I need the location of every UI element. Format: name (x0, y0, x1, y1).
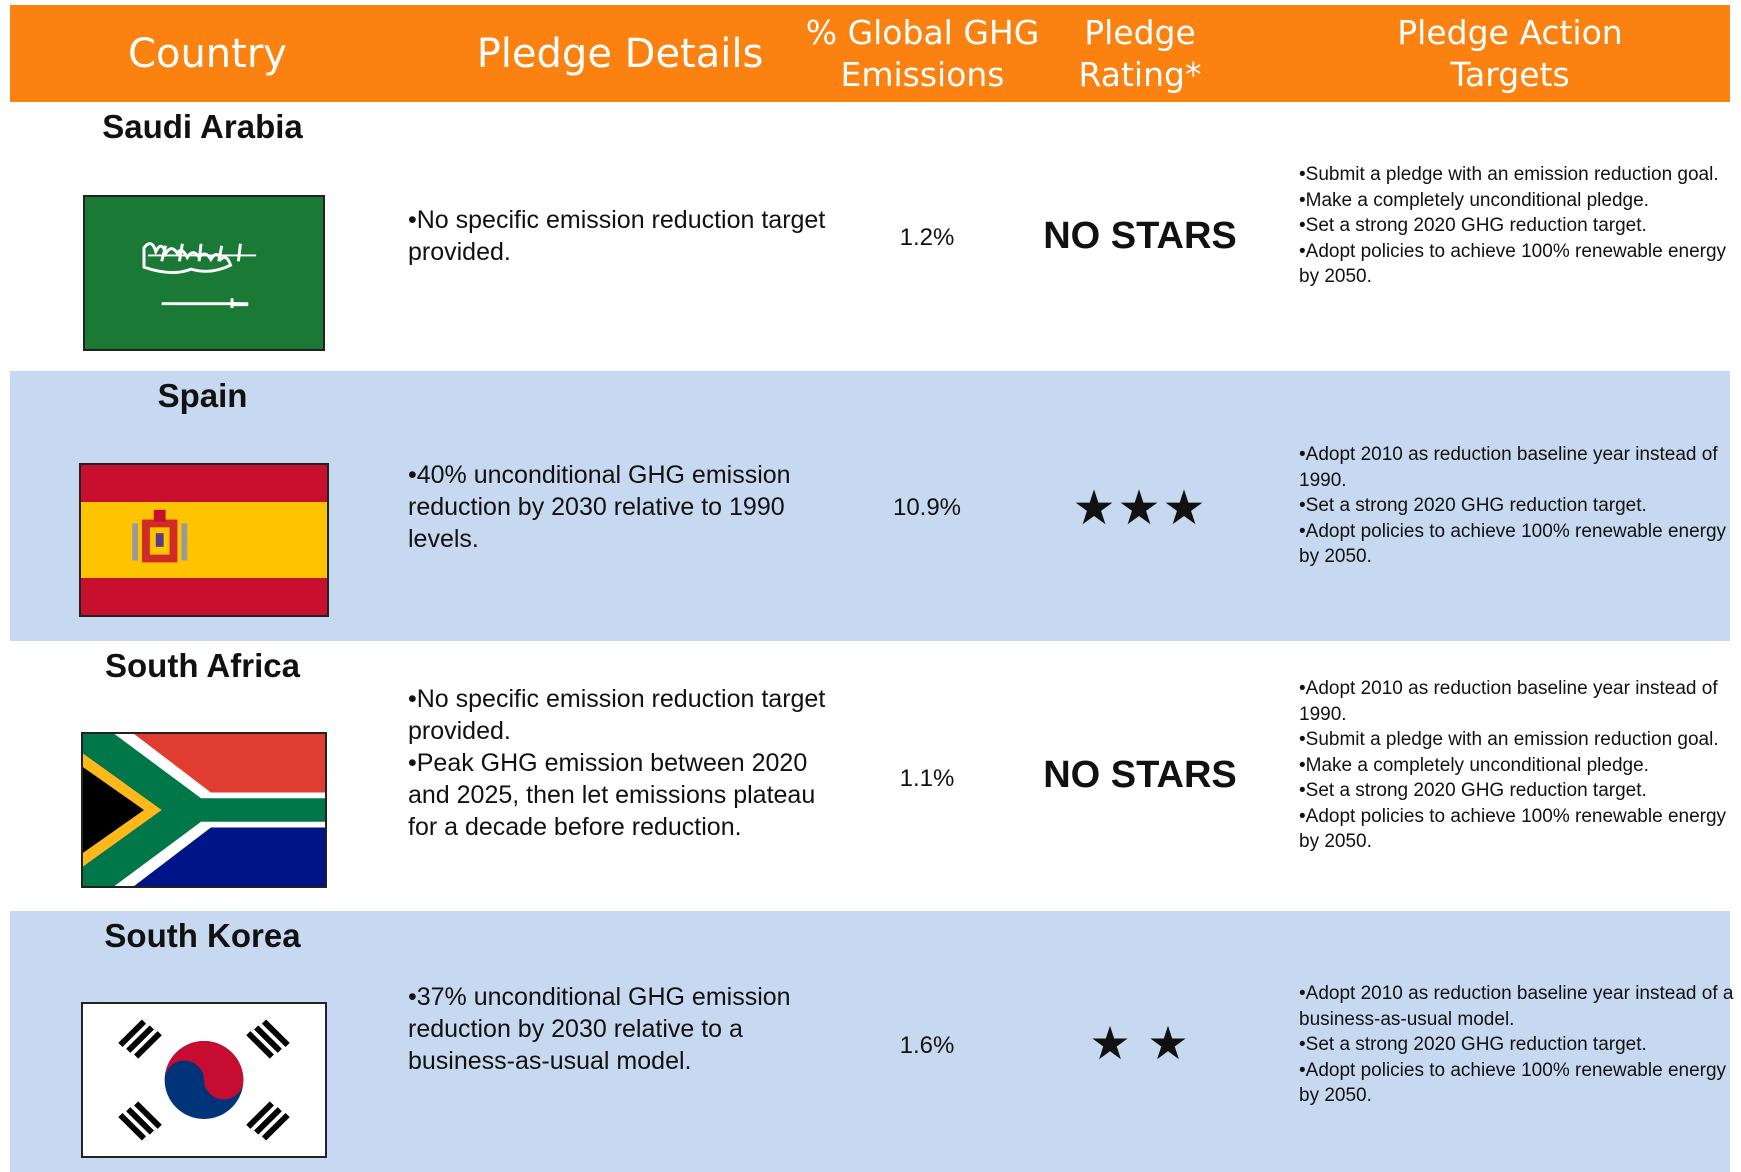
details-line: •No specific emission reduction target provided. (408, 685, 826, 745)
spain-flag (79, 463, 329, 617)
target-item: •Adopt policies to achieve 100% renewable energy by 2050. (1299, 1059, 1727, 1106)
header-pledge-rating (1035, 5, 1245, 102)
pledge-action-targets (1299, 981, 1739, 1109)
header-emissions-line2: Emissions (840, 54, 1005, 94)
pledge-rating: NO STARS (1043, 754, 1237, 796)
header-pledge-details: Pledge Details (476, 30, 764, 77)
target-item: •Set a strong 2020 GHG reduction target. (1299, 1034, 1647, 1055)
pledge-details (408, 981, 828, 1077)
country-name: Saudi Arabia (102, 108, 303, 145)
header-country: Country (128, 30, 287, 77)
global-emissions-value: 10.9% (892, 494, 962, 521)
target-item: •Make a completely unconditional pledge. (1299, 189, 1649, 211)
target-item: •Adopt policies to achieve 100% renewable energy by 2050. (1299, 805, 1727, 852)
table-row (10, 102, 1730, 370)
pledge-action-targets (1299, 442, 1739, 570)
south-africa-flag (81, 732, 327, 888)
pledge-action-targets (1299, 676, 1739, 855)
global-emissions-value: 1.1% (899, 765, 955, 792)
country-name: South Korea (104, 917, 301, 954)
target-item: •Make a completely unconditional pledge. (1299, 754, 1649, 776)
pledge-action-targets (1299, 162, 1739, 290)
header-rating-line1: Pledge (1084, 12, 1196, 52)
target-item: •Adopt policies to achieve 100% renewable energy by 2050. (1299, 240, 1727, 287)
global-emissions-value: 1.2% (899, 224, 955, 251)
header-targets-line1: Pledge Action (1397, 12, 1623, 52)
table-row (10, 641, 1730, 911)
pledge-details (408, 459, 828, 555)
target-item: •Submit a pledge with an emission reduction goal. (1299, 164, 1719, 185)
pledge-details (408, 204, 828, 268)
global-emissions-value: 1.6% (899, 1032, 955, 1059)
saudi-arabia-flag (83, 195, 325, 351)
target-item: •Set a strong 2020 GHG reduction target. (1299, 495, 1647, 516)
pledge-details (408, 683, 828, 843)
south-korea-flag (81, 1002, 327, 1158)
header-targets-line2: Targets (1450, 54, 1570, 94)
target-item: •Adopt policies to achieve 100% renewable energy by 2050. (1299, 520, 1727, 567)
details-line: •Peak GHG emission between 2020 and 2025, then let emissions plateau for a decade before reduction. (408, 749, 816, 841)
table-row (10, 911, 1734, 1172)
pledge-rating-stars: ★★★ (1072, 482, 1208, 535)
header-pledge-action-targets (1290, 5, 1730, 102)
table-header (10, 5, 1730, 102)
details-line: •No specific emission reduction target provided. (408, 206, 826, 266)
country-name: South Africa (105, 647, 300, 684)
header-global-emissions (800, 5, 1045, 102)
target-item: •Adopt 2010 as reduction baseline year instead of a business-as-usual model. (1299, 983, 1734, 1030)
target-item: •Set a strong 2020 GHG reduction target. (1299, 215, 1647, 236)
table-row (10, 371, 1730, 641)
details-line: •37% unconditional GHG emission reduction by 2030 relative to a business-as-usual model. (408, 983, 791, 1075)
header-emissions-line1: % Global GHG (805, 12, 1040, 52)
target-item: •Set a strong 2020 GHG reduction target. (1299, 780, 1647, 801)
header-rating-line2: Rating* (1078, 54, 1202, 94)
pledge-rating-stars: ★ ★ (1089, 1017, 1191, 1069)
country-name: Spain (157, 377, 248, 414)
pledge-rating: NO STARS (1043, 215, 1237, 257)
target-item: •Submit a pledge with an emission reduction goal. (1299, 729, 1719, 750)
target-item: •Adopt 2010 as reduction baseline year instead of 1990. (1299, 444, 1718, 491)
details-line: •40% unconditional GHG emission reduction by 2030 relative to 1990 levels. (408, 461, 791, 553)
target-item: •Adopt 2010 as reduction baseline year instead of 1990. (1299, 678, 1718, 725)
